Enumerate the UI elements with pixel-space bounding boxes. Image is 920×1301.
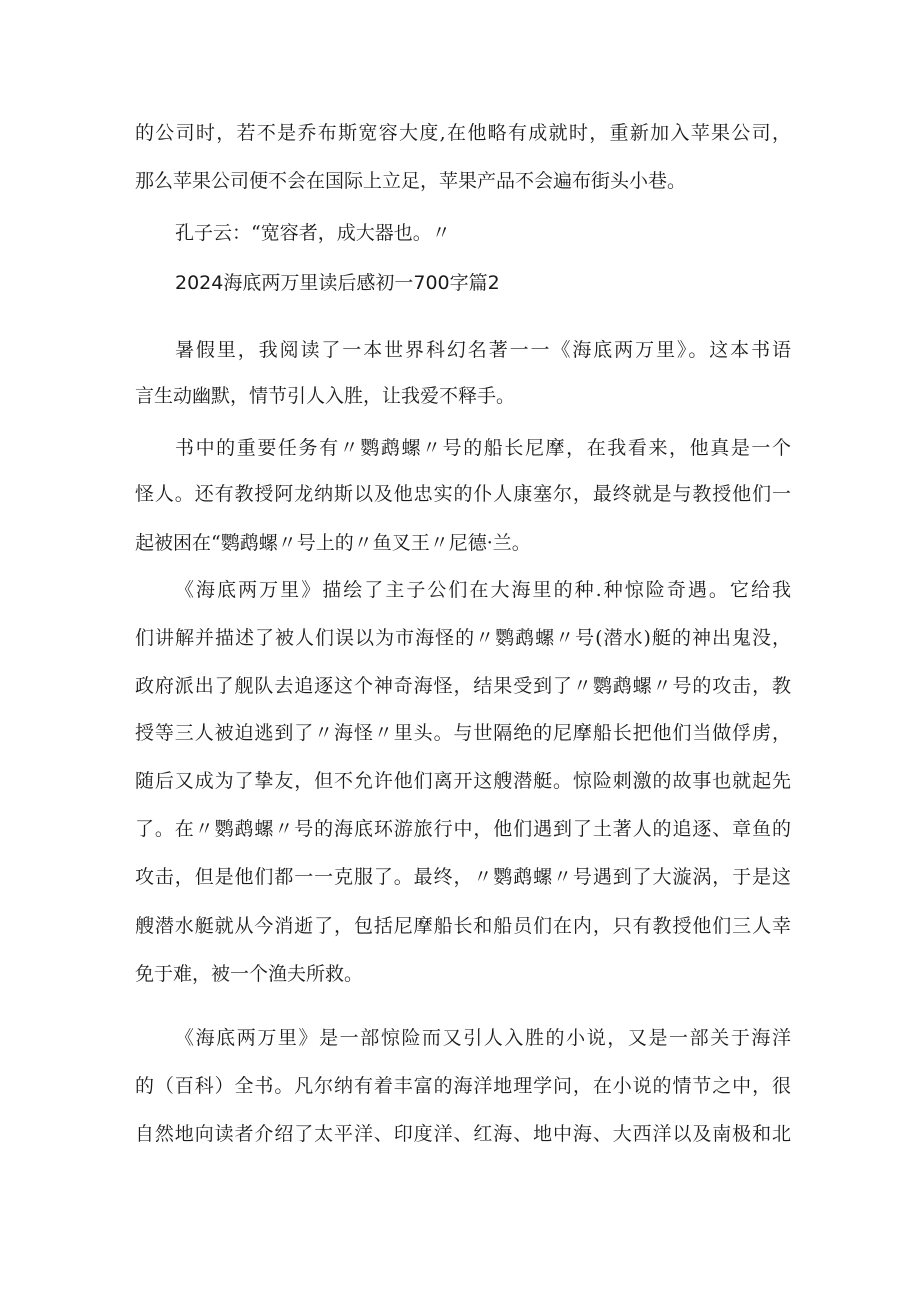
text-line: 的（百科）全书。凡尔纳有着丰富的海洋地理学问，在小说的情节之中，很 xyxy=(135,1075,791,1097)
text-line: 书中的重要任务有〃鹦鹉螺〃号的船长尼摩，在我看来，他真是一个 xyxy=(175,437,791,459)
text-line: 随后又成为了挚友，但不允许他们离开这艘潜艇。惊险刺激的故事也就起先 xyxy=(135,770,791,792)
text-line: 自然地向读者介绍了太平洋、印度洋、红海、地中海、大西洋以及南极和北 xyxy=(135,1123,791,1145)
text-line: 起被困在“鹦鹉螺〃号上的〃鱼叉王〃尼德·兰。 xyxy=(135,532,531,554)
text-line: 言生动幽默，情节引人入胜，让我爱不释手。 xyxy=(135,385,516,407)
quote-line: 孔子云：“宽容者，成大器也。〃 xyxy=(175,222,451,244)
text-line: 授等三人被迫逃到了〃海怪〃里头。与世隔绝的尼摩船长把他们当做俘虏， xyxy=(135,722,791,744)
text-line: 免于难，被一个渔夫所救。 xyxy=(135,963,364,985)
text-line: 了。在〃鹦鹉螺〃号的海底环游旅行中，他们遇到了土著人的追逐、章鱼的 xyxy=(135,818,791,840)
text-line: 的公司时，若不是乔布斯宽容大度,在他略有成就时，重新加入苹果公司， xyxy=(135,122,791,144)
text-line: 攻击，但是他们都一一克服了。最终，〃鹦鹉螺〃号遇到了大漩涡，于是这 xyxy=(135,866,791,888)
text-line: 政府派出了舰队去追逐这个神奇海怪，结果受到了〃鹦鹉螺〃号的攻击，教 xyxy=(135,675,791,697)
text-line: 们讲解并描述了被人们误以为市海怪的〃鹦鹉螺〃号(潜水)艇的神出鬼没， xyxy=(135,627,791,649)
text-line: 《海底两万里》是一部惊险而又引人入胜的小说，又是一部关于海洋 xyxy=(175,1027,791,1049)
text-line: 怪人。还有教授阿龙纳斯以及他忠实的仆人康塞尔，最终就是与教授他们一 xyxy=(135,483,791,505)
text-line: 暑假里，我阅读了一本世界科幻名著一一《海底两万里》。这本书语 xyxy=(175,339,791,361)
text-line: 那么苹果公司便不会在国际上立足，苹果产品不会遍布街头小巷。 xyxy=(135,170,687,192)
section-heading: 2024海底两万里读后感初一700字篇2 xyxy=(175,272,500,294)
text-line: 艘潜水艇就从今消逝了，包括尼摩船长和船员们在内，只有教授他们三人幸 xyxy=(135,915,791,937)
text-line: 《海底两万里》描绘了主子公们在大海里的种.种惊险奇遇。它给我 xyxy=(175,579,791,601)
